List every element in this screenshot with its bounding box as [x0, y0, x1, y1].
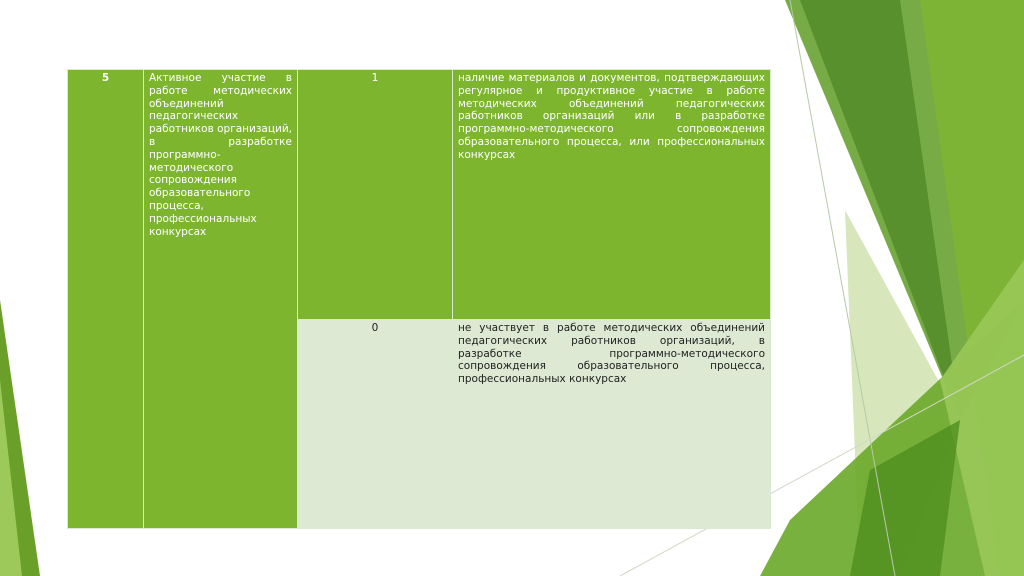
criterion-cell: Активное участие в работе методических объединений педагогических работников организаций, в разработке программно-методического сопровождения образовательного процесса, профессиональных конкурсах — [144, 70, 298, 529]
points-cell-1: 1 — [298, 70, 453, 320]
table-row — [68, 70, 771, 320]
row-number: 5 — [68, 70, 144, 529]
description-cell-1: наличие материалов и документов, подтверждающих регулярное и продуктивное участие в работе методических объединений педагогических работников организаций или в разработке программно-методического сопровождения образовательного процесса, или профессиональных конкурсах — [453, 70, 771, 320]
description-cell-0: не участвует в работе методических объединений педагогических работников организаций, в разработке программно-методического сопровождения образовательного процесса, профессиональных конкурсах — [453, 320, 771, 529]
criteria-table — [67, 69, 771, 529]
points-cell-0: 0 — [298, 320, 453, 529]
